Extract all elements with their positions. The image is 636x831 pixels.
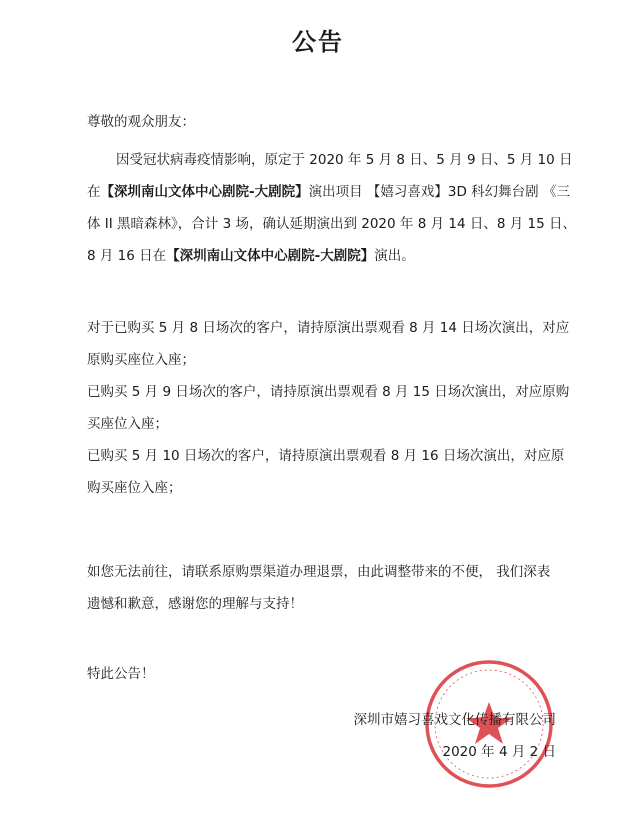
signature-date: 2020 年 4 月 2 日: [442, 744, 556, 760]
venue-name: 【深圳南山文体中心剧院-大剧院】: [100, 184, 309, 200]
text-line: 在【深圳南山文体中心剧院-大剧院】演出项目 【嬉习喜戏】3D 科幻舞台剧 《三: [87, 184, 570, 200]
text-line: 如您无法前往，请联系原购票渠道办理退票，由此调整带来的不便， 我们深表: [87, 564, 551, 580]
closing-text: 特此公告！: [87, 666, 155, 682]
page-title: 公告: [292, 28, 344, 56]
venue-name: 【深圳南山文体中心剧院-大剧院】: [166, 248, 375, 264]
text-line: 原购买座位入座；: [87, 352, 195, 368]
signature-company: 深圳市嬉习喜戏文化传播有限公司: [353, 712, 556, 728]
greeting: 尊敬的观众朋友：: [87, 114, 195, 130]
text-line: 遗憾和歉意，感谢您的理解与支持！: [87, 596, 303, 612]
text-line: 已购买 5 月 9 日场次的客户，请持原演出票观看 8 月 15 日场次演出，对应原购: [87, 384, 570, 400]
text-line: 对于已购买 5 月 8 日场次的客户，请持原演出票观看 8 月 14 日场次演出，对应: [87, 320, 570, 336]
text-line: 买座位入座；: [87, 416, 168, 432]
text-line: 已购买 5 月 10 日场次的客户，请持原演出票观看 8 月 16 日场次演出，对应原: [87, 448, 565, 464]
text-line: 体 II 黑暗森林》，合计 3 场，确认延期演出到 2020 年 8 月 14 日、8 月 15 日、: [87, 216, 576, 232]
text-line: 购买座位入座；: [87, 480, 182, 496]
text-line: 因受冠状病毒疫情影响，原定于 2020 年 5 月 8 日、5 月 9 日、5 月 10 日: [116, 152, 573, 168]
text-line: 8 月 16 日在【深圳南山文体中心剧院-大剧院】演出。: [87, 248, 415, 264]
